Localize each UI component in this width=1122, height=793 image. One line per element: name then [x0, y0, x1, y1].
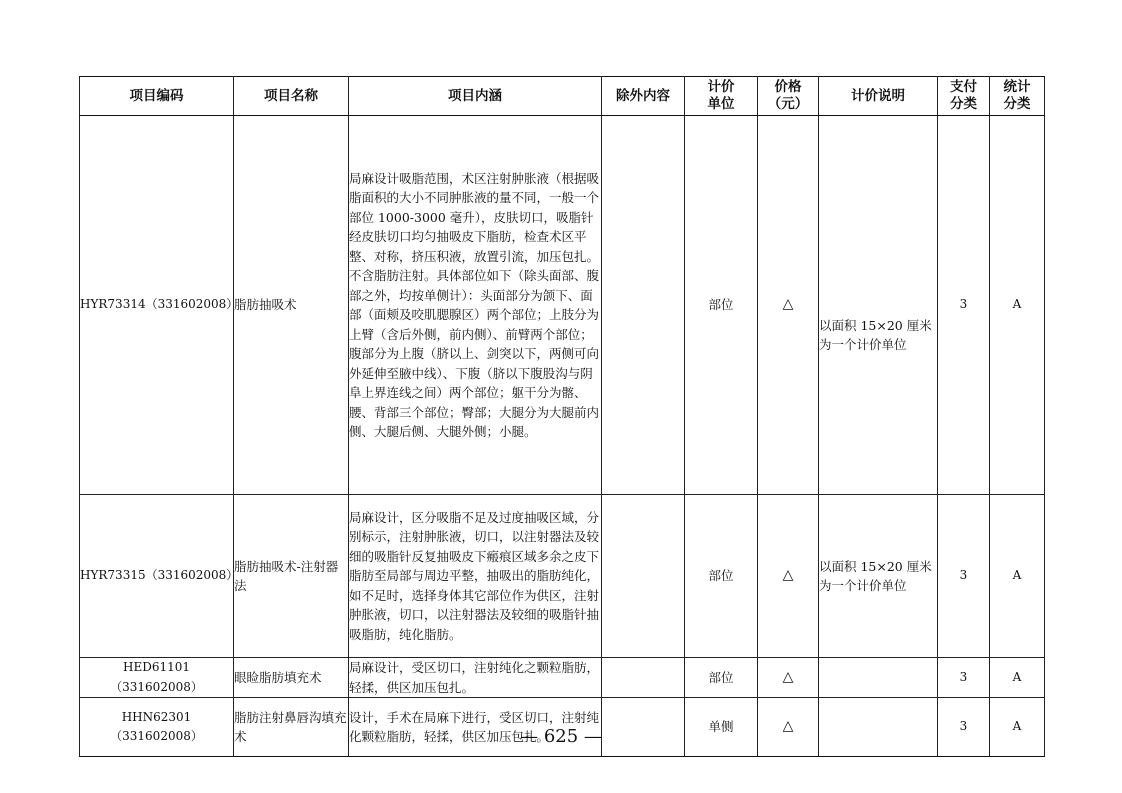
cell-unit: 单侧 — [685, 698, 758, 757]
header-stat-line1: 统计 — [1003, 79, 1031, 95]
fee-table — [79, 76, 1045, 757]
table-row — [80, 658, 1045, 698]
cell-unit: 部位 — [685, 116, 758, 495]
header-name: 项目名称 — [234, 77, 349, 116]
cell-exclusions — [602, 116, 685, 495]
cell-code: HYR73314（331602008） — [80, 116, 234, 495]
cell-note: 以面积 15×20 厘米为一个计价单位 — [819, 116, 938, 495]
cell-unit: 部位 — [685, 658, 758, 698]
cell-pay: 3 — [938, 698, 990, 757]
header-unit-line1: 计价 — [707, 79, 735, 95]
header-pay-line1: 支付 — [950, 79, 977, 95]
table-header-row — [80, 77, 1045, 116]
cell-unit: 部位 — [685, 495, 758, 658]
header-content: 项目内涵 — [349, 77, 602, 116]
cell-pay: 3 — [938, 116, 990, 495]
cell-stat: A — [990, 495, 1045, 658]
header-pay — [938, 77, 990, 116]
cell-stat: A — [990, 116, 1045, 495]
header-unit — [685, 77, 758, 116]
cell-name: 脂肪抽吸术-注射器法 — [234, 495, 349, 658]
cell-exclusions — [602, 495, 685, 658]
cell-price: △ — [758, 698, 819, 757]
cell-pay: 3 — [938, 495, 990, 658]
cell-note — [819, 658, 938, 698]
table-row — [80, 495, 1045, 658]
cell-price: △ — [758, 658, 819, 698]
page-number: — 625 — — [520, 726, 602, 747]
cell-content: 设计，手术在局麻下进行，受区切口，注射纯化颗粒脂肪，轻揉，供区加压包扎。 — [349, 698, 602, 757]
cell-stat: A — [990, 698, 1045, 757]
cell-stat: A — [990, 658, 1045, 698]
cell-pay: 3 — [938, 658, 990, 698]
header-price-line1: 价格 — [774, 79, 802, 95]
cell-name: 脂肪抽吸术 — [234, 116, 349, 495]
cell-code: HHN62301（331602008） — [80, 698, 234, 757]
header-stat-line2: 分类 — [1003, 96, 1031, 112]
cell-name: 脂肪注射鼻唇沟填充术 — [234, 698, 349, 757]
header-pay-line2: 分类 — [950, 96, 977, 112]
header-unit-line2: 单位 — [707, 96, 735, 112]
header-price — [758, 77, 819, 116]
header-price-line2: （元） — [767, 96, 809, 112]
header-stat — [990, 77, 1045, 116]
cell-price: △ — [758, 495, 819, 658]
cell-name: 眼睑脂肪填充术 — [234, 658, 349, 698]
cell-code: HED61101（331602008） — [80, 658, 234, 698]
header-note: 计价说明 — [819, 77, 938, 116]
cell-exclusions — [602, 658, 685, 698]
cell-price: △ — [758, 116, 819, 495]
cell-code: HYR73315（331602008） — [80, 495, 234, 658]
cell-content: 局麻设计吸脂范围，术区注射肿胀液（根据吸脂面积的大小不同肿胀液的量不同，一般一个部位 1000-3000 毫升），皮肤切口，吸脂针经皮肤切口均匀抽吸皮下脂肪，检查术区平整、对称，挤压积液，放置引流，加压包扎。不含脂肪注射。具体部位如下（除头面部、腹部之外，均按单侧计）：头面部分为颌下、面部（面颊及咬肌腮腺区）两个部位；上肢分为上臂（含后外侧，前内侧）、前臂两个部位；腹部分为上腹（脐以上、剑突以下，两侧可向外延伸至腋中线）、下腹（脐以下腹股沟与阴阜上界连线之间）两个部位；躯干分为髂、腰、背部三个部位；臀部；大腿分为大腿前内侧、大腿后侧、大腿外侧；小腿。 — [349, 116, 602, 495]
cell-content: 局麻设计，受区切口，注射纯化之颗粒脂肪，轻揉，供区加压包扎。 — [349, 658, 602, 698]
cell-content: 局麻设计，区分吸脂不足及过度抽吸区域，分别标示，注射肿胀液，切口，以注射器法及较细的吸脂针反复抽吸皮下瘢痕区域多余之皮下脂肪至局部与周边平整，抽吸出的脂肪纯化，如不足时，选择身体其它部位作为供区，注射肿胀液，切口，以注射器法及较细的吸脂针抽吸脂肪，纯化脂肪。 — [349, 495, 602, 658]
header-exclusions: 除外内容 — [602, 77, 685, 116]
table-row — [80, 116, 1045, 495]
header-code: 项目编码 — [80, 77, 234, 116]
cell-note: 以面积 15×20 厘米为一个计价单位 — [819, 495, 938, 658]
